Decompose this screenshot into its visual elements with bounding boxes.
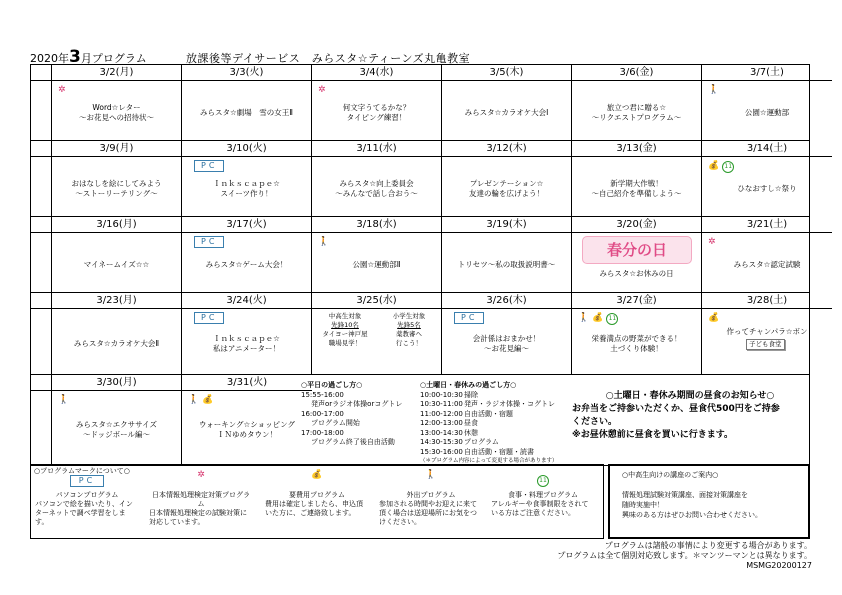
legend-item-desc: パソコンで絵を描いたり、インターネットで調べ学習をします。 [35, 500, 133, 526]
program-line1: Word☆レター [92, 103, 141, 112]
week-body [31, 391, 312, 465]
week-header [31, 217, 832, 233]
program-text [442, 108, 571, 118]
schedule-time: 16:00-17:00 [301, 409, 344, 418]
week-lead [31, 293, 52, 309]
cost-icon [265, 471, 369, 491]
outing-icon: 🚶 [425, 470, 437, 480]
week-lead [31, 141, 52, 157]
legend-item [491, 471, 595, 518]
day-cell[interactable] [442, 81, 572, 141]
day-header: 3/30(月) [52, 375, 182, 391]
outing-icon: 🚶 [58, 395, 70, 405]
schedule-row [420, 419, 570, 429]
seminar-line2: 随時実施中！ [622, 501, 664, 509]
footer-line2: プログラムは全て個別対応致します。＊マンツーマンとは異なります。 [557, 551, 812, 560]
legend-item-name: 食事・料理プログラム [508, 491, 578, 499]
page-subtitle: 放課後等デイサービス みらスタ☆ティーンズ丸亀教室 [186, 52, 471, 65]
schedule-row [420, 410, 570, 420]
program-line1: 新学期大作戦！ [610, 179, 663, 188]
legend-item-desc: 参加される時間やお迎えに来て頂く場合は送迎場所にお気をつけください。 [379, 500, 477, 526]
day-cell[interactable] [572, 81, 702, 141]
holiday-schedule-rows [420, 391, 570, 458]
meal-icon [491, 471, 595, 491]
program-line2: 友達の輪を広げよう！ [469, 189, 544, 198]
cell-icons [58, 395, 72, 405]
program-text [442, 179, 571, 199]
schedule-time: 12:00-13:00 [420, 419, 463, 427]
legend-title: ○プログラムマークについて○ [34, 467, 130, 475]
program-line1: Ｉｎｋｓｃａｐｅ☆ [213, 334, 280, 343]
day-header: 3/19(木) [442, 217, 572, 233]
lunch-notice-line2: ください。 [572, 417, 618, 427]
program-line2: ～お花見編～ [484, 344, 529, 353]
day-cell[interactable] [442, 233, 572, 293]
week-lead [31, 65, 52, 81]
weekday-schedule-title: ○平日の過ごし方○ [301, 381, 363, 389]
legend-item [379, 471, 483, 527]
program-line2: タイピング練習！ [346, 113, 407, 122]
cost-icon: 💰 [708, 313, 720, 323]
program-line1: マイネームイズ☆☆ [83, 260, 150, 269]
pc-icon: PC [70, 475, 104, 487]
legend-item [265, 471, 369, 518]
day-cell[interactable] [312, 233, 442, 293]
schedule-activity: 発声・ラジオ体操・コグトレ [464, 400, 555, 408]
legend-item-name: 外出プログラム [406, 491, 456, 499]
day-header: 3/27(金) [572, 293, 702, 309]
program-text [52, 103, 181, 123]
day-cell[interactable] [572, 309, 702, 375]
schedule-row [420, 400, 570, 410]
seminar-line3: 興味のある方はぜひお問い合わせください。 [622, 511, 762, 519]
day-header: 3/6(金) [572, 65, 702, 81]
day-header: 3/2(月) [52, 65, 182, 81]
day-header: 3/14(土) [702, 141, 832, 157]
pc-icon: PC [194, 160, 224, 172]
holiday-schedule-note: （＊プログラム内容によって変更する場合があります） [420, 458, 558, 464]
day-header: 3/20(金) [572, 217, 702, 233]
week-lead [31, 157, 52, 217]
outing-icon: 🚶 [578, 313, 590, 323]
program-line2: ～みんなで話し合おう～ [335, 189, 418, 198]
junior-high-target-line1: 中高生対象 [328, 312, 362, 320]
program-text [572, 179, 701, 199]
day-cell[interactable] [702, 157, 832, 217]
program-text [182, 334, 311, 354]
day-header: 3/5(木) [442, 65, 572, 81]
lunch-notice-title: ○土曜日・春休み期間の昼食のお知らせ○ [605, 391, 775, 401]
week-row [31, 65, 809, 141]
junior-high-target-line4: 職場見学！ [328, 339, 362, 347]
schedule-time: 10:30-11:00 [420, 400, 463, 408]
schedule-activity: プログラム [464, 438, 499, 446]
day-cell[interactable] [312, 81, 442, 141]
program-line1: みらスタ☆認定試験 [733, 260, 801, 269]
program-text [52, 339, 181, 349]
legend-item [35, 471, 139, 527]
seminar-line1: 情報処理試験対策講座、面接対策講座を [622, 491, 748, 499]
day-header: 3/11(水) [312, 141, 442, 157]
holiday-schedule [420, 381, 570, 466]
schedule-activity: 昼食 [464, 419, 478, 427]
jsp-icon: ✲ [708, 237, 716, 247]
cost-icon: 💰 [592, 313, 604, 323]
program-line1: 作ってチャンパラ☆ボン [726, 327, 808, 336]
day-cell[interactable] [52, 391, 182, 465]
legend-item-desc: 日本情報処理検定の試験対策に対応しています。 [149, 509, 247, 526]
elementary-target-line4: 行こう！ [396, 339, 422, 347]
jsp-icon [149, 471, 253, 491]
program-line1: トリセツ～私の取扱説明書～ [457, 260, 556, 269]
day-cell[interactable] [52, 233, 182, 293]
pc-icon: PC [194, 236, 224, 248]
program-text [52, 179, 181, 199]
program-line1: プレゼンテーション☆ [469, 179, 544, 188]
pc-icon: PC [194, 312, 224, 324]
day-cell[interactable] [312, 157, 442, 217]
schedule-row [420, 429, 570, 439]
program-line1: ウォーキング☆ショッピング [199, 420, 295, 429]
program-text [312, 260, 441, 270]
program-text [702, 108, 832, 118]
junior-high-target-group [314, 312, 376, 348]
cost-icon: 💰 [708, 161, 720, 171]
day-header: 3/4(水) [312, 65, 442, 81]
program-text [442, 334, 571, 354]
pc-icon [35, 471, 139, 491]
legend-item-desc: 費用は確定しましたら、申込頂いた方に、ご連絡致します。 [265, 500, 363, 517]
week-lead [31, 309, 52, 375]
day-header: 3/9(月) [52, 141, 182, 157]
program-text [52, 260, 181, 270]
elementary-target-line1: 小学生対象 [392, 312, 426, 320]
day-cell[interactable] [182, 81, 312, 141]
schedule-time: 15:30-16:00 [420, 447, 463, 456]
program-text [572, 334, 701, 354]
day-header: 3/21(土) [702, 217, 832, 233]
program-line2: 土づくり体験！ [610, 344, 663, 353]
program-line1: みらスタ☆カラオケ大会Ⅱ [73, 339, 160, 348]
day-header: 3/16(月) [52, 217, 182, 233]
program-line1: 公園☆運動部 [744, 108, 790, 117]
week-body [31, 81, 832, 141]
program-line2: ～お花見への招待状～ [79, 113, 154, 122]
footer-line1: プログラムは諸般の事情により変更する場合があります。 [604, 541, 812, 550]
legend-item-name: 日本情報処理検定対策プログラム [152, 491, 250, 508]
program-line2: スイーツ作り！ [220, 189, 273, 198]
schedule-activity: 自由活動・宿題・読書 [464, 447, 534, 456]
program-line2: ～リクエストプログラム～ [591, 113, 682, 122]
cell-icons [708, 85, 722, 95]
schedule-time: 11:00-12:00 [420, 409, 463, 418]
lunch-notice [572, 390, 808, 442]
day-cell[interactable] [442, 309, 572, 375]
schedule-time: 14:30-15:30 [420, 438, 463, 446]
schedule-activity: プログラム開始 [311, 419, 360, 427]
program-line1: 公園☆運動部Ⅱ [352, 260, 401, 269]
day-header: 3/26(木) [442, 293, 572, 309]
program-text [702, 184, 832, 194]
day-header: 3/25(水) [312, 293, 442, 309]
week-header [31, 375, 312, 391]
jsp-icon: ✲ [58, 85, 66, 95]
day-cell[interactable] [702, 233, 832, 293]
program-text [702, 260, 832, 270]
week-lead [31, 375, 52, 391]
week-body [31, 309, 832, 375]
program-text [572, 103, 701, 123]
week-body [31, 233, 832, 293]
day-header: 3/17(火) [182, 217, 312, 233]
program-text [312, 103, 441, 123]
jsp-icon: ✲ [318, 85, 326, 95]
meal-icon: 11 [606, 313, 618, 325]
legend-item-desc: アレルギーや食事制限をされている方はご注意ください。 [491, 500, 589, 517]
outing-icon: 🚶 [708, 85, 720, 95]
day-header: 3/28(土) [702, 293, 832, 309]
day-header: 3/24(火) [182, 293, 312, 309]
program-line1: 旅立つ君に贈る☆ [606, 103, 667, 112]
program-line1: 何文字うてるかな？ [342, 103, 411, 112]
day-header: 3/10(火) [182, 141, 312, 157]
legend-item-name: 要費用プログラム [289, 491, 345, 499]
cost-icon: 💰 [202, 395, 214, 405]
day-cell[interactable] [572, 157, 702, 217]
program-line1: みらスタ☆エクササイズ [75, 420, 158, 429]
program-line1: ひなおすし☆祭り [737, 184, 797, 193]
outing-icon: 🚶 [318, 237, 330, 247]
day-cell[interactable] [52, 157, 182, 217]
program-line2: ～ストーリーテリング～ [75, 189, 158, 198]
week-header [31, 293, 832, 309]
schedule-row [420, 391, 570, 401]
program-text [312, 179, 441, 199]
program-line1: Ｉｎｋｓｃａｐｅ☆ [213, 179, 280, 188]
week-lead [31, 217, 52, 233]
footer-notes [392, 541, 812, 571]
program-text [52, 420, 181, 440]
week-row [31, 141, 809, 217]
program-line1: みらスタ☆劇場 雪の女王Ⅱ [200, 108, 293, 117]
day-header: 3/23(月) [52, 293, 182, 309]
week-body [31, 157, 832, 217]
program-mark-legend [30, 464, 604, 539]
program-line1: おはなしを絵にしてみよう [71, 179, 162, 188]
seminar-notice-title: ○中高生向けの講座のご案内○ [622, 471, 719, 479]
cell-icons [58, 85, 69, 95]
outing-icon [379, 471, 483, 491]
program-text [572, 269, 701, 279]
holiday-schedule-title: ○土曜日・春休みの過ごし方○ [420, 381, 517, 389]
day-cell[interactable] [182, 391, 312, 465]
footer-code: MSMG20200127 [746, 561, 812, 570]
program-line2: ～ドッジボール編～ [82, 430, 151, 439]
day-cell[interactable] [182, 233, 312, 293]
legend-item-name: パソコンプログラム [55, 491, 119, 499]
title-month: 3 [69, 47, 81, 67]
week-header [31, 141, 832, 157]
day-cell[interactable] [442, 157, 572, 217]
program-line1: 会計係はおまかせ！ [472, 334, 541, 343]
week-lead [31, 391, 52, 465]
cell-icons [708, 237, 719, 247]
schedule-activity: 休憩 [464, 428, 478, 437]
week-row [31, 293, 809, 375]
program-line1: 栄養満点の野菜ができる！ [591, 334, 682, 343]
program-text [702, 327, 832, 337]
day-header: 3/13(金) [572, 141, 702, 157]
day-header: 3/12(木) [442, 141, 572, 157]
cell-icons [578, 313, 618, 325]
title-year: 2020年 [30, 52, 69, 65]
lunch-notice-line3: ※お昼休憩前に昼食を買いに行きます。 [572, 430, 734, 440]
week-lead [31, 81, 52, 141]
seminar-notice [608, 464, 810, 539]
program-line1: みらスタ☆ゲーム大会！ [205, 260, 288, 269]
title-suffix: 月プログラム [80, 52, 147, 65]
program-text [182, 260, 311, 270]
schedule-activity: 掃除 [464, 390, 478, 399]
program-line2: ＩＮゆめタウン！ [217, 430, 277, 439]
week-row [31, 217, 809, 293]
day-header: 3/7(土) [702, 65, 832, 81]
schedule-row [420, 448, 570, 458]
schedule-activity: 自由活動・宿題 [464, 409, 513, 418]
shunbun-banner: 春分の日 [582, 236, 692, 264]
day-header: 3/3(火) [182, 65, 312, 81]
schedule-activity: プログラム終了後自由活動 [311, 438, 395, 446]
cell-icons [318, 85, 329, 95]
day-header: 3/31(火) [182, 375, 312, 391]
program-text [182, 179, 311, 199]
schedule-row [420, 438, 570, 448]
schedule-time: 13:00-14:30 [420, 428, 463, 437]
kodomo-shokudo-badge: 子ども食堂 [746, 339, 785, 350]
day-cell[interactable] [182, 309, 312, 375]
program-line1: みらスタ☆お休みの日 [599, 269, 674, 278]
day-cell[interactable] [52, 309, 182, 375]
elementary-target-line2: 先鋒5名 [397, 321, 421, 329]
program-text [182, 108, 311, 118]
cell-icons [708, 313, 722, 323]
program-text [442, 260, 571, 270]
day-cell[interactable] [312, 309, 442, 375]
seminar-notice-body [622, 490, 762, 520]
program-text [182, 420, 312, 440]
program-line1: みらスタ☆カラオケ大会Ⅰ [464, 108, 549, 117]
lunch-notice-line1: お弁当をご持参いただくか、昼食代500円をご持参 [572, 404, 780, 414]
program-line1: みらスタ☆向上委員会 [339, 179, 414, 188]
day-header: 3/18(水) [312, 217, 442, 233]
day-cell[interactable] [572, 233, 702, 293]
day-cell[interactable] [702, 309, 832, 375]
schedule-time: 15:55-16:00 [301, 390, 344, 399]
jsp-icon: ✲ [197, 470, 205, 480]
cell-icons [708, 161, 734, 173]
pc-icon: PC [454, 312, 484, 324]
schedule-activity: 発声orラジオ体操orコグトレ [311, 400, 403, 408]
junior-high-target-line3: タイヨー神戸屋 [322, 330, 368, 338]
day-cell[interactable] [52, 81, 182, 141]
program-line2: 私はアニメーター！ [212, 344, 281, 353]
week-header [31, 65, 832, 81]
program-line2: ～自己紹介を準備しよう～ [591, 189, 682, 198]
week-lead [31, 233, 52, 293]
schedule-time: 10:00-10:30 [420, 390, 463, 399]
schedule-time: 17:00-18:00 [301, 428, 344, 437]
meal-icon: 11 [722, 161, 734, 173]
elementary-target-line3: 薬教審へ [396, 330, 422, 338]
cell-icons [188, 395, 216, 405]
day-cell[interactable] [182, 157, 312, 217]
day-cell[interactable] [702, 81, 832, 141]
legend-item [149, 471, 253, 527]
elementary-target-group [378, 312, 440, 348]
cell-icons [318, 237, 332, 247]
cost-icon: 💰 [311, 470, 323, 480]
meal-icon: 11 [537, 475, 549, 487]
outing-icon: 🚶 [188, 395, 200, 405]
junior-high-target-line2: 先鋒10名 [331, 321, 359, 329]
